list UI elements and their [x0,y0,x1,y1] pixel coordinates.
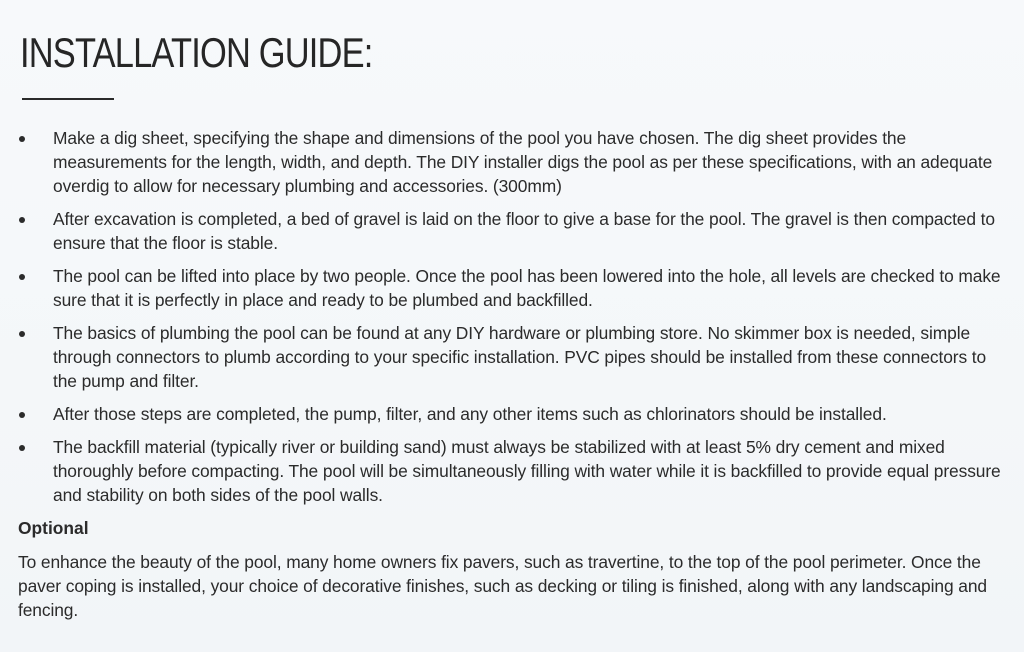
list-item [18,402,1002,426]
step-text: The basics of plumbing the pool can be found at any DIY hardware or plumbing store. No skimmer box is needed, simple through connectors to plumb according to your specific installation. PVC pipes should be installed from these connectors to the pump and filter. [53,323,987,391]
list-item [18,264,1002,312]
step-text: The pool can be lifted into place by two people. Once the pool has been lowered into the hole, all levels are checked to make sure that it is perfectly in place and ready to be plumbed and backfilled. [53,266,1001,310]
list-item [18,435,1002,507]
step-text: The backfill material (typically river or building sand) must always be stabilized with at least 5% dry cement and mixed thoroughly before compacting. The pool will be simultaneously filling with water while it is backfilled to provide equal pressure and stability on both sides of the pool walls. [53,437,1001,505]
page-title: INSTALLATION GUIDE: [20,29,373,76]
installation-steps-list [18,126,1002,507]
title-underline [22,98,114,100]
bullet-icon [19,412,25,418]
list-item [18,321,1002,393]
bullet-icon [19,274,25,280]
list-item [18,126,1002,198]
step-text: Make a dig sheet, specifying the shape and dimensions of the pool you have chosen. The dig sheet provides the measurements for the length, width, and depth. The DIY installer digs the pool as per these specifications, with an adequate overdig to allow for necessary plumbing and accessories. (300mm) [53,128,993,196]
bullet-icon [19,331,25,337]
bullet-icon [19,217,25,223]
list-item [18,207,1002,255]
bullet-icon [19,445,25,451]
step-text: After those steps are completed, the pump, filter, and any other items such as chlorinators should be installed. [53,404,887,424]
step-text: After excavation is completed, a bed of gravel is laid on the floor to give a base for the pool. The gravel is then compacted to ensure that the floor is stable. [53,209,995,253]
bullet-icon [19,136,25,142]
optional-heading: Optional [18,518,89,538]
optional-paragraph: To enhance the beauty of the pool, many home owners fix pavers, such as travertine, to the top of the pool perimeter. Once the paver coping is installed, your choice of decorative finishes, such as decking or tiling is finished, along with any landscaping and fencing. [18,552,987,620]
